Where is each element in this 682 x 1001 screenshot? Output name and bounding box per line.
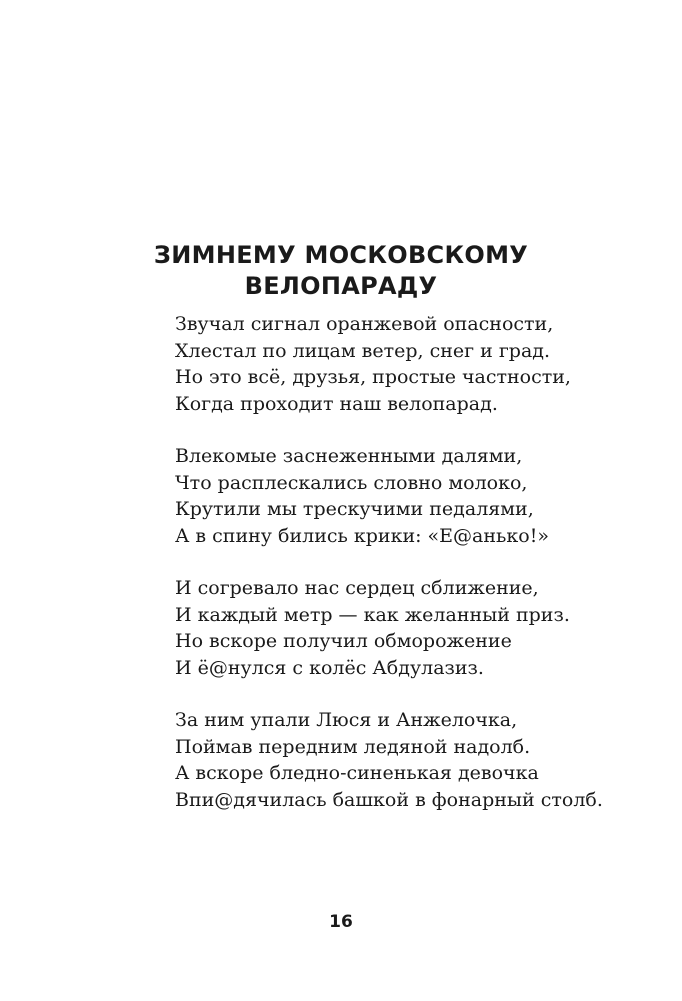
verse-line: А в спину бились крики: «Е@анько!» [175,524,549,547]
verse-line: А вскоре бледно-синенькая девочка [175,762,539,784]
stanza-2 [175,443,655,549]
verse-line: Звучал сигнал оранжевой опасности, [175,313,554,335]
poem-title [0,240,682,302]
verse-line: Крутили мы трескучими педалями, [175,498,534,520]
poem-title-line-1: ЗИМНЕМУ МОСКОВСКОМУ [153,241,529,269]
stanza-3 [175,575,655,681]
verse-line: Но вскоре получил обморожение [175,630,512,652]
verse-line: Но это всё, друзья, простые частности, [175,366,571,388]
verse-line: Поймав передним ледяной надолб. [175,735,531,758]
poem-title-line-2: ВЕЛОПАРАДУ [244,272,438,300]
verse-line: И согревало нас сердец сближение, [175,577,539,599]
verse-line: Влекомые заснеженными далями, [175,445,523,467]
page-number: 16 [329,912,353,932]
verse-line: За ним упали Люся и Анжелочка, [175,709,518,731]
verse-line: И каждый метр — как желанный приз. [175,603,570,626]
stanza-1 [175,311,655,417]
verse-line: Что расплескались словно молоко, [175,471,528,494]
verse-line: И ё@нулся с колёс Абдулазиз. [175,656,484,679]
verse-line: Когда проходит наш велопарад. [175,392,498,415]
verse-line: Хлестал по лицам ветер, снег и град. [175,339,551,362]
poem-body [175,311,655,839]
verse-line: Впи@дячилась башкой в фонарный столб. [175,788,603,811]
stanza-4 [175,707,655,813]
